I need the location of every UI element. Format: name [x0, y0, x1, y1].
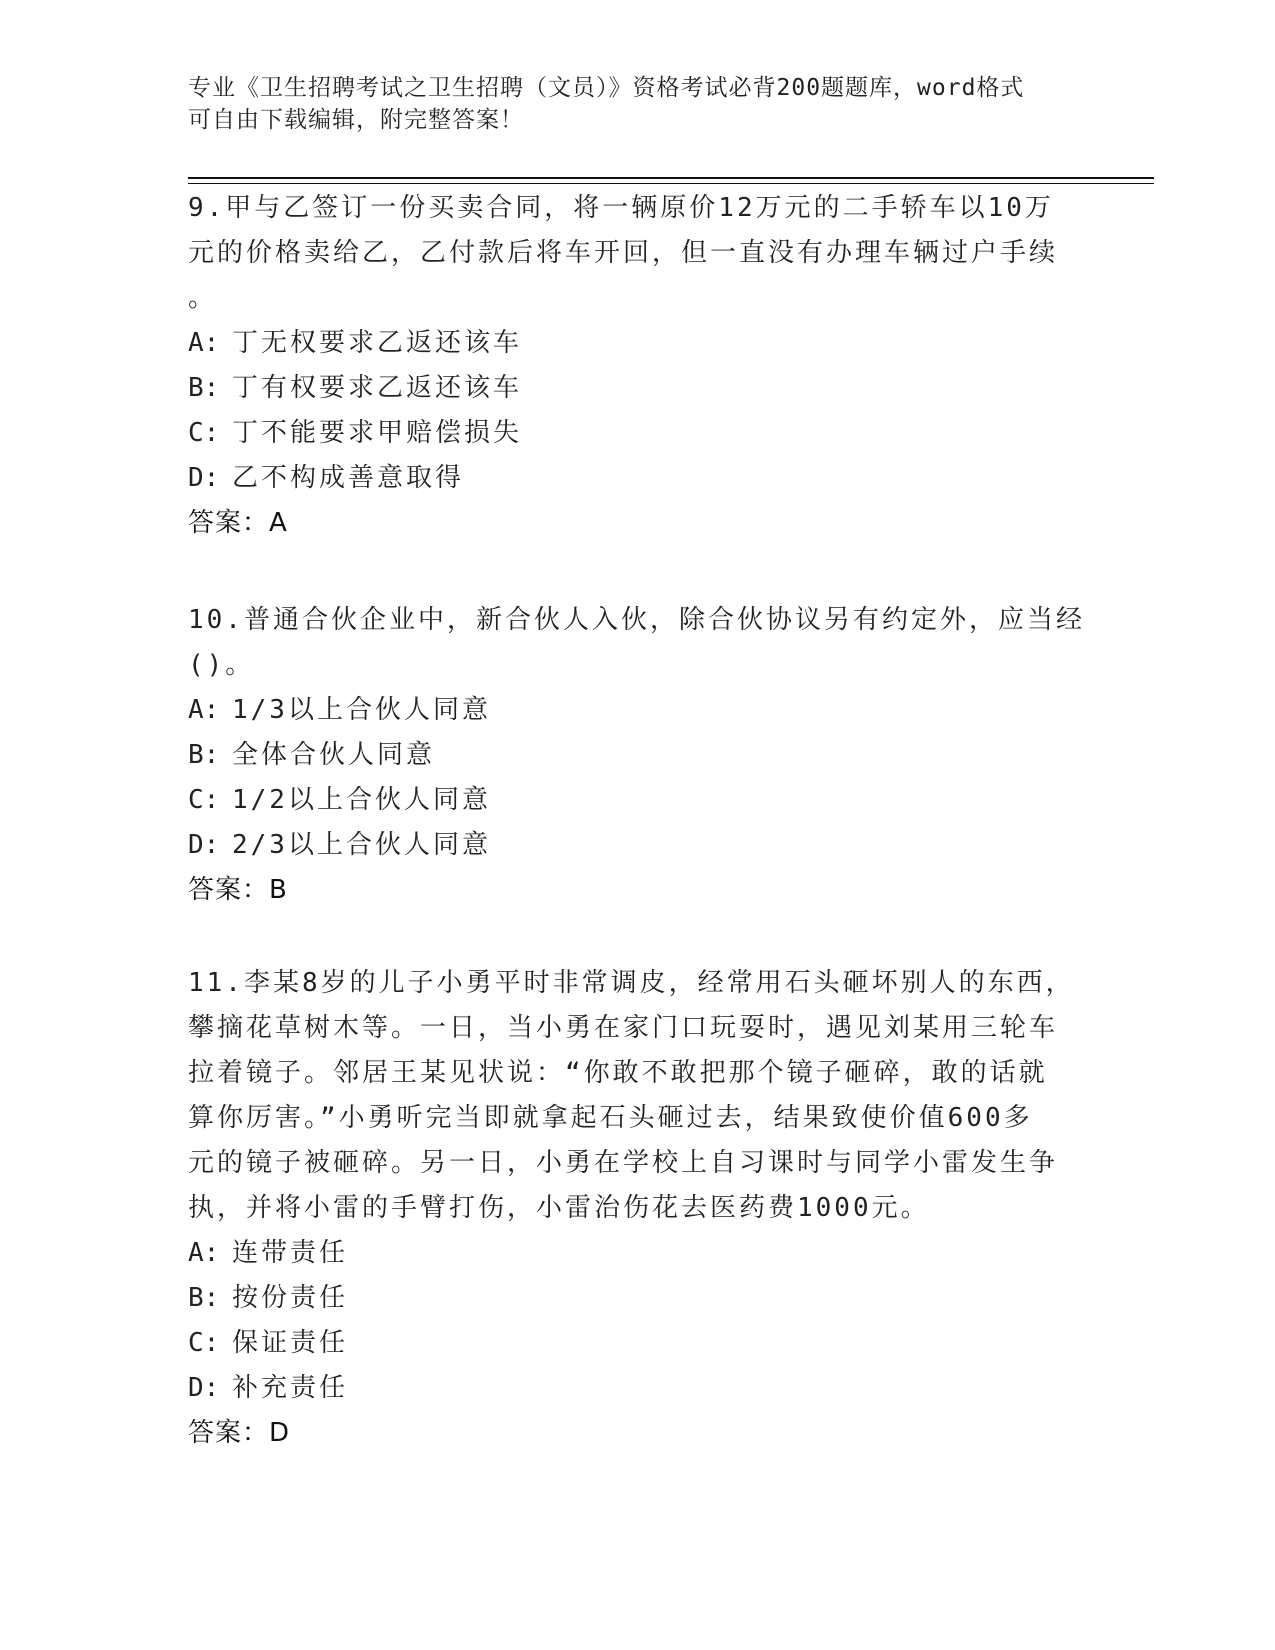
option-letter: D: [188, 1373, 220, 1403]
option-a [188, 1231, 1088, 1276]
header-line-1: 专业《卫生招聘考试之卫生招聘（文员）》资格考试必背200题题库，word格式 [188, 75, 1025, 101]
header-divider-thick [188, 177, 1154, 179]
option-letter: A: [188, 328, 220, 358]
option-text: 按份责任 [232, 1283, 349, 1313]
option-text: 保证责任 [232, 1328, 349, 1358]
question-10 [188, 598, 1088, 913]
option-letter: C: [188, 418, 220, 448]
option-d [188, 823, 1088, 868]
option-text: 1/2以上合伙人同意 [232, 785, 491, 815]
option-text: 补充责任 [232, 1373, 349, 1403]
question-text-line: ()。 [188, 650, 255, 680]
question-text-line: 算你厉害。”小勇听完当即就拿起石头砸过去，结果致使价值600多 [188, 1103, 1033, 1133]
question-text-line: 元的镜子被砸碎。另一日，小勇在学校上自习课时与同学小雷发生争 [188, 1148, 1059, 1178]
question-text-line: 拉着镜子。邻居王某见状说：“你敢不敢把那个镜子砸碎，敢的话就 [188, 1058, 1048, 1088]
option-a [188, 321, 1088, 366]
option-d [188, 1366, 1088, 1411]
option-letter: D: [188, 463, 220, 493]
option-text: 乙不构成善意取得 [232, 463, 465, 493]
option-d [188, 456, 1088, 501]
option-letter: B: [188, 1283, 220, 1313]
question-text-line: 元的价格卖给乙，乙付款后将车开回，但一直没有办理车辆过户手续 [188, 238, 1059, 268]
document-header [188, 72, 1088, 136]
option-letter: C: [188, 785, 220, 815]
option-text: 丁有权要求乙返还该车 [232, 373, 523, 403]
answer-label: 答案：D [188, 1418, 291, 1448]
option-text: 连带责任 [232, 1238, 349, 1268]
option-letter: C: [188, 1328, 220, 1358]
option-text: 2/3以上合伙人同意 [232, 830, 491, 860]
option-c [188, 1321, 1088, 1366]
option-c [188, 778, 1088, 823]
option-text: 全体合伙人同意 [232, 740, 436, 770]
option-a [188, 688, 1088, 733]
question-text-line: 11.李某8岁的儿子小勇平时非常调皮，经常用石头砸坏别人的东西， [188, 968, 1075, 998]
header-divider-thin [188, 183, 1154, 184]
question-text-line: 9.甲与乙签订一份买卖合同，将一辆原价12万元的二手轿车以10万 [188, 193, 1054, 223]
option-b [188, 366, 1088, 411]
option-letter: B: [188, 740, 220, 770]
header-line-2: 可自由下载编辑，附完整答案！ [188, 107, 524, 133]
option-b [188, 1276, 1088, 1321]
question-text-line: 执，并将小雷的手臂打伤，小雷治伤花去医药费1000元。 [188, 1193, 930, 1223]
option-b [188, 733, 1088, 778]
question-text-line: 10.普通合伙企业中，新合伙人入伙，除合伙协议另有约定外，应当经 [188, 605, 1085, 635]
option-letter: A: [188, 1238, 220, 1268]
question-text-line: 攀摘花草树木等。一日，当小勇在家门口玩耍时，遇见刘某用三轮车 [188, 1013, 1059, 1043]
option-text: 丁不能要求甲赔偿损失 [232, 418, 523, 448]
option-letter: D: [188, 830, 220, 860]
option-letter: B: [188, 373, 220, 403]
option-text: 1/3以上合伙人同意 [232, 695, 491, 725]
question-9 [188, 186, 1088, 546]
question-text-line: 。 [188, 283, 218, 313]
option-letter: A: [188, 695, 220, 725]
option-text: 丁无权要求乙返还该车 [232, 328, 523, 358]
option-c [188, 411, 1088, 456]
question-11 [188, 961, 1088, 1456]
answer-label: 答案：B [188, 875, 288, 905]
answer-label: 答案：A [188, 508, 288, 538]
